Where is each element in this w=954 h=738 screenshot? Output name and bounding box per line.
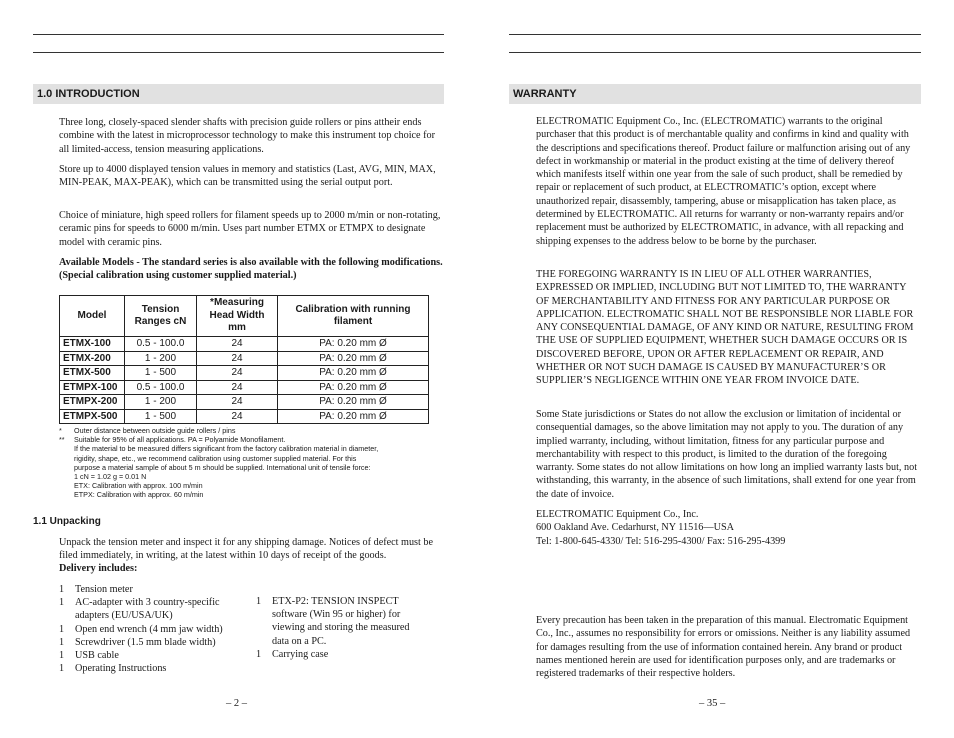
table-row [60, 409, 429, 424]
header-rule-top [509, 34, 921, 35]
address-line: ELECTROMATIC Equipment Co., Inc. [536, 509, 699, 520]
item-text: AC-adapter with 3 country-specific [75, 597, 220, 609]
item-text: adapters (EU/USA/UK) [75, 610, 173, 622]
item-text: software (Win 95 or higher) for [272, 609, 401, 621]
delivery-items-right [256, 595, 446, 661]
item-quantity: 1 [256, 648, 262, 660]
header-rule-top [33, 34, 444, 35]
delivery-item [59, 649, 249, 662]
table-row [60, 395, 429, 410]
delivery-item [256, 608, 446, 621]
cell-calibration: PA: 0.20 mm Ø [278, 409, 429, 424]
cell-tension: 1 - 200 [125, 395, 197, 410]
delivery-item [59, 583, 249, 596]
page-number-right: – 35 – [699, 698, 726, 709]
footnote-mark: * [59, 426, 62, 435]
cell-calibration: PA: 0.20 mm Ø [278, 366, 429, 381]
cell-model: ETMPX-100 [60, 380, 125, 395]
cell-model: ETMPX-200 [60, 395, 125, 410]
item-text: viewing and storing the measured [272, 622, 410, 634]
footnote-line [59, 444, 444, 453]
footnote-line [59, 463, 444, 472]
right-page [477, 0, 954, 738]
item-quantity [256, 621, 272, 634]
cell-tension: 1 - 500 [125, 366, 197, 381]
item-text: ETX-P2: TENSION INSPECT [272, 596, 399, 607]
item-quantity: 1 [59, 584, 65, 595]
footnote-line [59, 481, 444, 490]
footnote-text: rigidity, shape, etc., we recommend calibration using customer supplied material. For this [74, 453, 357, 463]
page-number-left: – 2 – [226, 698, 247, 709]
delivery-item [256, 635, 446, 648]
cell-tension: 1 - 500 [125, 409, 197, 424]
cell-model: ETMX-200 [60, 351, 125, 366]
footnote-text: Outer distance between outside guide rollers / pins [74, 426, 236, 435]
table-row [60, 366, 429, 381]
intro-paragraph-2: Store up to 4000 displayed tension values in memory and statistics (Last, AVG, MIN, MAX, MIN-PEAK, MAX-PEAK), which can be transmitted using the serial output port. [59, 164, 436, 189]
footnote-text: ETX: Calibration with approx. 100 m/min [74, 481, 203, 491]
cell-calibration: PA: 0.20 mm Ø [278, 380, 429, 395]
warranty-paragraph-3: Some State jurisdictions or States do not allow the exclusion or limitation of incidental or consequential damages, so the above limitation may not apply to you. The duration of any implied warranty, including, without limitation, fitness for any particular purpose and merchantability with respect to this product, is limited to the duration of the foregoing warranty. Some states do not allow limitations on how long an implied warranty lasts but, not withstanding, this warranty, in the absence of such limitations, shall extend for one year from the date of invoice. [536, 409, 918, 500]
delivery-item [256, 595, 446, 608]
cell-model: ETMPX-500 [60, 409, 125, 424]
footnote-mark [59, 481, 74, 490]
footnote-mark: ** [59, 435, 65, 445]
intro-paragraph-3: Choice of miniature, high speed rollers for filament speeds up to 2000 m/min or non-rotating, ceramic pins for speeds to 6000 m/min. Uses part number ETMX or ETMPX to designate model with ceramic pins. [59, 210, 441, 248]
warranty-heading: WARRANTY [509, 84, 921, 104]
available-models-note: Available Models - The standard series is also available with the following modifications. (Special calibration using customer supplied material.) [59, 257, 443, 282]
cell-width: 24 [197, 351, 278, 366]
delivery-item [256, 621, 446, 634]
disclaimer: Every precaution has been taken in the preparation of this manual. Electromatic Equipment Co., Inc., assumes no responsibility for errors or omissions. Neither is any liability assumed for damages resulting from the use of information contained herein. Any brand or product names mentioned herein are used for identification purposes only, and are trademarks or registered trademarks of their respective holders. [536, 615, 911, 680]
delivery-items-left [59, 583, 249, 675]
item-quantity: 1 [59, 650, 65, 662]
cell-tension: 1 - 200 [125, 351, 197, 366]
models-table-body [60, 337, 429, 424]
delivery-item [59, 609, 249, 622]
footnote-mark [59, 444, 74, 453]
footnote-line [59, 426, 444, 435]
cell-width: 24 [197, 380, 278, 395]
footnote-mark [59, 472, 74, 481]
cell-calibration: PA: 0.20 mm Ø [278, 395, 429, 410]
table-row [60, 351, 429, 366]
item-text: data on a PC. [272, 635, 327, 647]
footnote-mark [59, 454, 74, 463]
item-quantity: 1 [256, 596, 262, 607]
models-table [59, 295, 429, 424]
cell-calibration: PA: 0.20 mm Ø [278, 351, 429, 366]
header-rule-bottom [509, 52, 921, 53]
footnote-text: If the material to be measured differs significant from the factory calibration material in diameter, [74, 444, 379, 454]
footnote-text: purpose a material sample of about 5 m should be supplied. International unit of tensile force: [74, 462, 371, 472]
item-text: USB cable [75, 650, 119, 662]
item-quantity: 1 [59, 623, 65, 635]
cell-model: ETMX-500 [60, 366, 125, 381]
table-header-width: *Measuring Head Width mm [197, 296, 278, 337]
header-rule-bottom [33, 52, 444, 53]
item-quantity [59, 609, 75, 622]
footnote-line [59, 454, 444, 463]
delivery-item [59, 596, 249, 609]
item-quantity: 1 [59, 636, 65, 648]
cell-width: 24 [197, 395, 278, 410]
footnote-text: Suitable for 95% of all applications. PA = Polyamide Monofilament. [74, 435, 286, 445]
item-quantity [256, 635, 272, 648]
delivery-item [59, 662, 249, 675]
address-line: Tel: 1-800-645-4330/ Tel: 516-295-4300/ Fax: 516-295-4399 [536, 535, 786, 547]
table-header-tension: Tension Ranges cN [125, 296, 197, 337]
delivery-item [59, 636, 249, 649]
footnote-mark [59, 463, 74, 472]
unpacking-text: Unpack the tension meter and inspect it for any shipping damage. Notices of defect must be filed immediately, in writing, at the latest within 10 days of receipt of the goods. [59, 537, 433, 562]
delivery-label: Delivery includes: [59, 563, 138, 574]
item-quantity [256, 608, 272, 621]
cell-width: 24 [197, 366, 278, 381]
warranty-paragraph-2: THE FOREGOING WARRANTY IS IN LIEU OF ALL OTHER WARRANTIES, EXPRESSED OR IMPLIED, INCLUDING BUT NOT LIMITED TO, THE WARRANTY OF MERCHANTABILITY AND FITNESS FOR ANY PARTICULAR PURPOSE OR APPLICATION. ELECTROMATIC SHALL NOT BE RESPONSIBLE NOR LIABLE FOR ANY CONSEQUENTIAL DAMAGE, OF ANY KIND OR NATURE, RESULTING FROM THE USE OF SUPPLIED EQUIPMENT, WHETHER SUCH DAMAGE OCCURS OR IS DISCOVERED BEFORE, UPON OR AFTER REPLACEMENT OR REPAIR, AND WHETHER OR NOT SUCH DAMAGE IS CAUSED BY MANUFACTURER’S OR SUPPLIER’S NEGLIGENCE WITHIN ONE YEAR FROM INVOICE DATE. [536, 269, 914, 387]
footnote-mark [59, 490, 74, 499]
table-row [60, 337, 429, 352]
cell-model: ETMX-100 [60, 337, 125, 352]
table-header-model: Model [60, 296, 125, 337]
address-line: 600 Oakland Ave. Cedarhurst, NY 11516—USA [536, 522, 734, 534]
warranty-paragraph-1: ELECTROMATIC Equipment Co., Inc. (ELECTROMATIC) warrants to the original purchaser that this product is of merchantable quality and confirms in kind and quality with the descriptions and specifications thereof. Product failure or malfunction arising out of any defect in workmanship or material in the product existing at the time of delivery thereof which manifests itself within one year from the sale of such product, shall be remedied by repair or replacement of such product, at ELECTROMATIC’s option, except where unauthorized repair, disassembly, tampering, abuse or misapplication has taken place, as determined by ELECTROMATIC. All returns for warranty or non-warranty repairs and/or replacement must be authorized by ELECTROMATIC, in advance, with all repacking and shipping expenses to the address below to be borne by the purchaser. [536, 116, 911, 247]
cell-width: 24 [197, 337, 278, 352]
intro-heading: 1.0 INTRODUCTION [33, 84, 444, 104]
item-text: Open end wrench (4 mm jaw width) [75, 623, 223, 635]
delivery-item [256, 648, 446, 661]
item-quantity: 1 [59, 597, 65, 609]
company-address [536, 508, 921, 548]
footnote-text: ETPX: Calibration with approx. 60 m/min [74, 490, 204, 500]
item-text: Screwdriver (1.5 mm blade width) [75, 636, 216, 648]
unpacking-heading: 1.1 Unpacking [33, 516, 101, 527]
item-text: Carrying case [272, 648, 329, 660]
item-quantity: 1 [59, 663, 65, 675]
cell-calibration: PA: 0.20 mm Ø [278, 337, 429, 352]
item-text: Operating Instructions [75, 663, 167, 675]
table-header-calibration: Calibration with running filament [278, 296, 429, 337]
intro-paragraph-1: Three long, closely-spaced slender shafts with precision guide rollers or pins attheir ends combine with the latest in microprocessor technology to make this instrument top choice for all limited-access, tension measuring applications. [59, 117, 435, 155]
footnote-line [59, 472, 444, 481]
item-text: Tension meter [75, 584, 133, 595]
footnote-text: 1 cN = 1.02 g = 0.01 N [74, 472, 147, 482]
table-footnotes [59, 426, 444, 500]
footnote-line [59, 490, 444, 499]
table-row [60, 380, 429, 395]
cell-width: 24 [197, 409, 278, 424]
cell-tension: 0.5 - 100.0 [125, 337, 197, 352]
footnote-line [59, 435, 444, 444]
delivery-item [59, 623, 249, 636]
cell-tension: 0.5 - 100.0 [125, 380, 197, 395]
